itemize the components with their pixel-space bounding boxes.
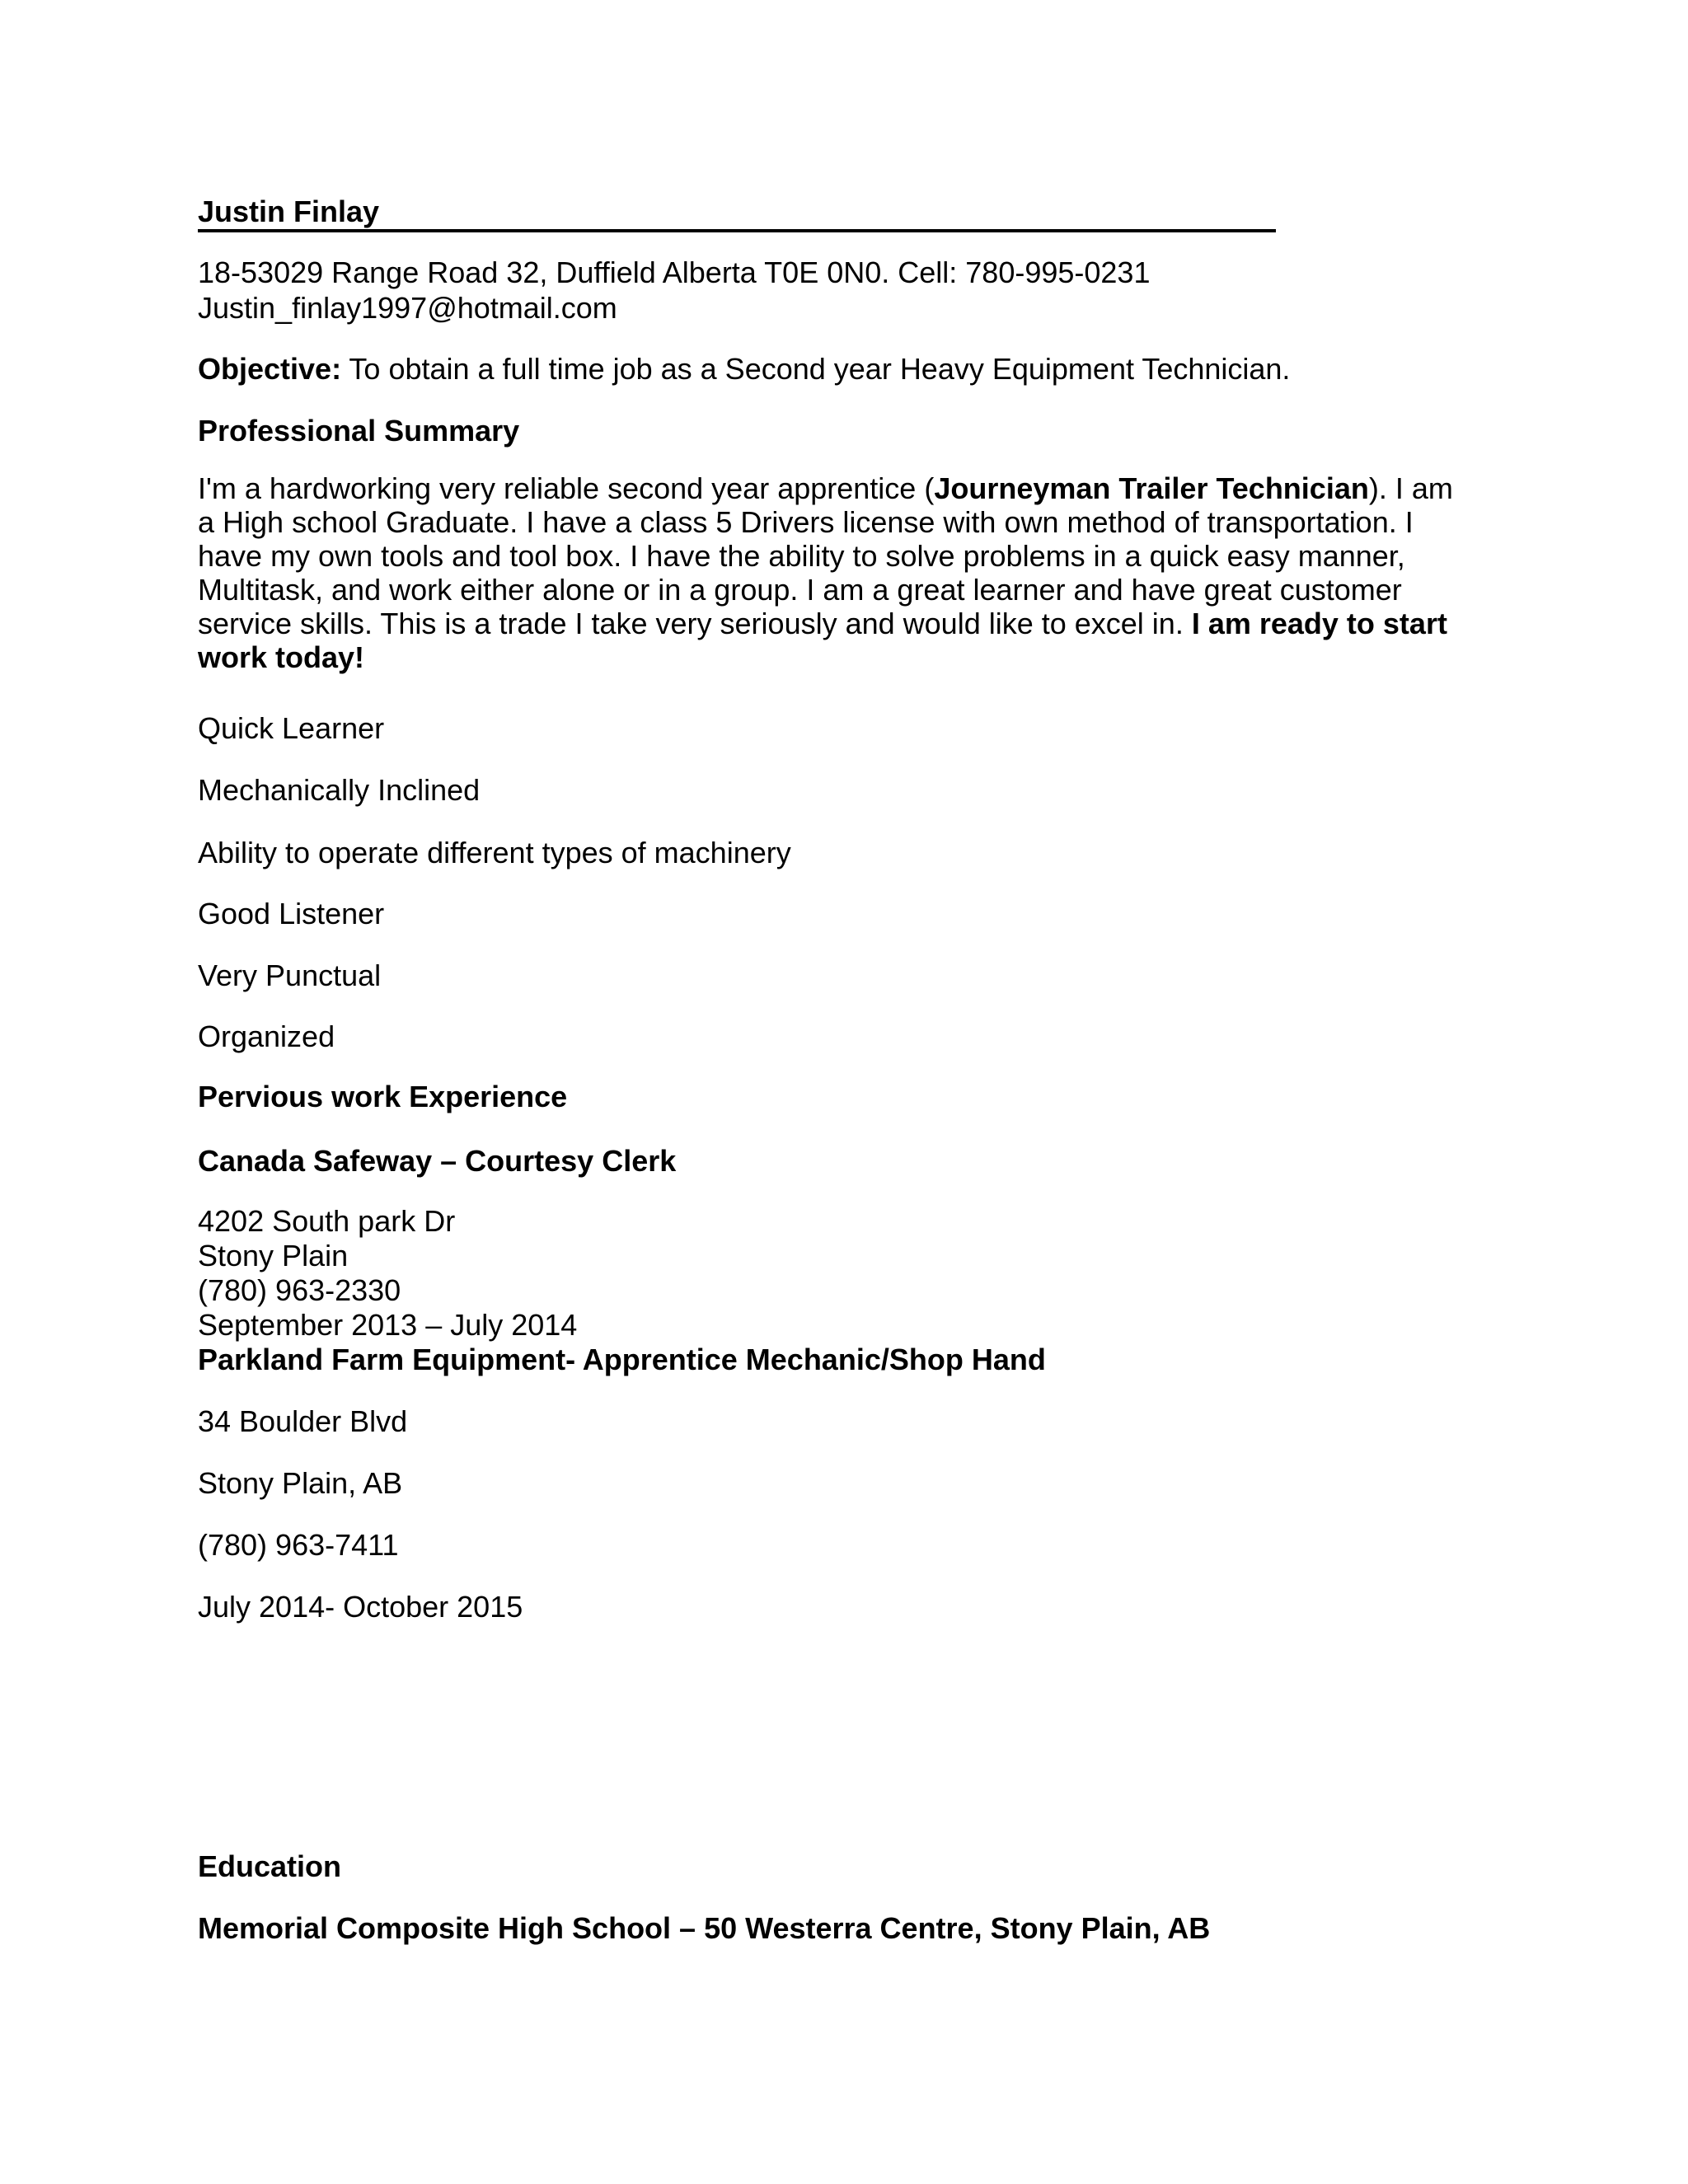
name-text: Justin Finlay: [198, 194, 380, 228]
summary-line-5-pre: service skills. This is a trade I take very seriously and would like to excel in.: [198, 607, 1192, 640]
job-address: 4202 South park Dr: [198, 1204, 456, 1238]
summary-line-5-bold: I am ready to start: [1191, 607, 1447, 640]
objective-line: [198, 352, 1290, 387]
skill-item: Good Listener: [198, 897, 385, 930]
email-line: Justin_finlay1997@hotmail.com: [198, 291, 617, 325]
job-dates: July 2014- October 2015: [198, 1590, 523, 1624]
summary-paragraph: [198, 471, 1484, 674]
job-city: Stony Plain: [198, 1239, 349, 1272]
summary-line-5: [198, 607, 1484, 640]
education-school: Memorial Composite High School – 50 Westerra Centre, Stony Plain, AB: [198, 1911, 1211, 1945]
summary-heading: Professional Summary: [198, 414, 520, 448]
job-phone: (780) 963-2330: [198, 1273, 401, 1307]
job-title: Canada Safeway – Courtesy Clerk: [198, 1144, 677, 1178]
skill-item: Mechanically Inclined: [198, 773, 481, 807]
name-heading: [198, 194, 1276, 232]
summary-line-6: work today!: [198, 640, 365, 674]
summary-line-1-bold: Journeyman Trailer Technician: [934, 471, 1369, 505]
summary-line-1: [198, 471, 1484, 505]
summary-line-2: a High school Graduate. I have a class 5 Drivers license with own method of transportation. I: [198, 505, 1414, 539]
experience-heading: Pervious work Experience: [198, 1080, 568, 1113]
summary-line-1-post: ). I am: [1368, 471, 1453, 505]
skill-item: Quick Learner: [198, 711, 385, 745]
address-line: 18-53029 Range Road 32, Duffield Alberta T0E 0N0. Cell: 780-995-0231: [198, 255, 1151, 289]
skill-item: Organized: [198, 1019, 335, 1053]
skill-item: Very Punctual: [198, 958, 382, 992]
summary-line-1-pre: I'm a hardworking very reliable second year apprentice (: [198, 471, 935, 505]
job-dates: September 2013 – July 2014: [198, 1308, 578, 1342]
summary-line-4: Multitask, and work either alone or in a group. I am a great learner and have great customer: [198, 573, 1402, 607]
skill-item: Ability to operate different types of machinery: [198, 836, 791, 869]
education-heading: Education: [198, 1849, 342, 1883]
summary-line-3: have my own tools and tool box. I have the ability to solve problems in a quick easy manner,: [198, 539, 1405, 573]
job-phone: (780) 963-7411: [198, 1528, 399, 1562]
job-city: Stony Plain, AB: [198, 1466, 403, 1500]
job-address: 34 Boulder Blvd: [198, 1404, 408, 1438]
job-title: Parkland Farm Equipment- Apprentice Mechanic/Shop Hand: [198, 1343, 1046, 1376]
objective-label: Objective:: [198, 352, 342, 386]
objective-text: To obtain a full time job as a Second year Heavy Equipment Technician.: [349, 352, 1291, 386]
